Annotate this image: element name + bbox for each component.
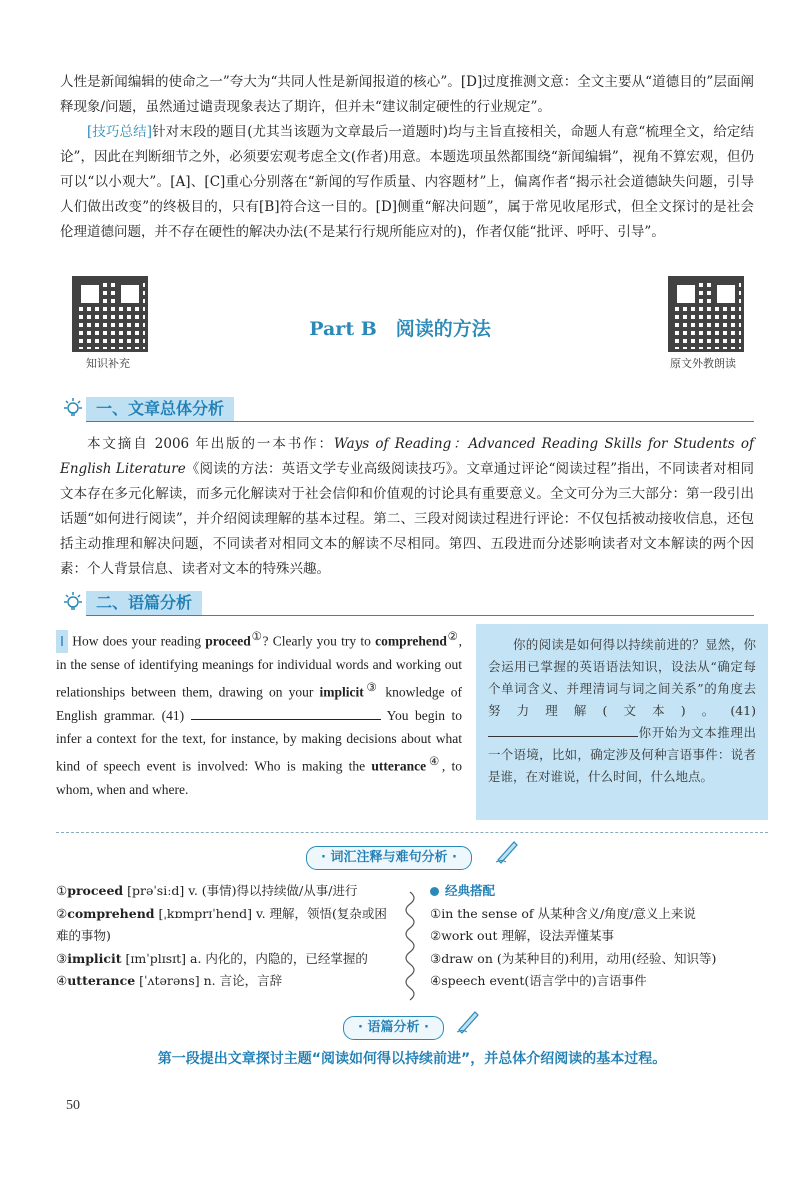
passage-text: knowledge of English grammar. (41) bbox=[56, 684, 462, 723]
intro-text bbox=[60, 70, 754, 245]
section2-title: 二、语篇分析 bbox=[86, 591, 202, 615]
vocab-item: ②comprehend [ˌkɒmprɪˈhend] v. 理解，领悟(复杂或困难的事物) bbox=[56, 905, 387, 943]
phrase-item: ④speech event(语言学中的)言语事件 bbox=[430, 973, 647, 988]
lightbulb-icon bbox=[60, 590, 86, 616]
pen-icon bbox=[494, 838, 520, 864]
spiral-binding-icon bbox=[402, 882, 418, 1012]
bullet-icon bbox=[430, 887, 439, 896]
tip-text: 针对末段的题目(尤其当该题为文章最后一道题时)均与主旨直接相关，命题人有意“梳理全文，给定结论”，因此在判断细节之外，必须要宏观考虑全文(作者)用意。本题选项虽然都围绕“新闻编辑”，视角不算宏观，但仍可以“以小观大”。[A]、[C]重心分别落在“新闻的写作质量、内容题材”上，偏离作者“揭示社会道德缺失问题，引导人们做出改变”的终极目的，只有[B]符合这一目的。[D]侧重“解决问题”，属于常见收尾形式，但全文探讨的是社会伦理道德问题，并不存在硬性的解决办法(不是某行行规所能应对的)，作者仅能“批评、呼吁、引导”。 bbox=[60, 124, 754, 240]
section1-text-a: 本文摘自 2006 年出版的一本书作： bbox=[87, 436, 334, 452]
vocab-item: ③implicit [ɪmˈplɪsɪt] a. 内化的，内隐的，已经掌握的 bbox=[56, 950, 368, 966]
section1-title: 一、文章总体分析 bbox=[86, 397, 234, 421]
phrase-item: ①in the sense of 从某种含义/角度/意义上来说 bbox=[430, 905, 696, 921]
section2-heading bbox=[60, 590, 754, 618]
section1-text bbox=[60, 432, 754, 582]
book-title: Ways of Reading：Advanced Reading Skills for Students of English Literature bbox=[60, 436, 754, 477]
part-title: Part B 阅读的方法 bbox=[309, 318, 491, 340]
phrases-heading: 经典搭配 bbox=[430, 880, 770, 903]
section2-rule bbox=[86, 615, 754, 616]
intro-paragraph-1: 人性是新闻编辑的使命之一”夸大为“共同人性是新闻报道的核心”。[D]过度推测文意：全文主要从“道德目的”层面阐释现象/问题，虽然通过谴责现象表达了期许，但并未“建议制定硬性的行业规定”。 bbox=[60, 74, 754, 115]
footnote-mark: ④ bbox=[426, 755, 442, 768]
phrase-item: ③draw on (为某种目的)利用，动用(经验、知识等) bbox=[430, 950, 717, 966]
passage-text: ? Clearly you try to bbox=[262, 633, 376, 649]
phrase-item: ②work out 理解，设法弄懂某事 bbox=[430, 928, 615, 943]
section1-heading bbox=[60, 396, 754, 424]
section1-text-b: 《阅读的方法：英语文学专业高级阅读技巧》。文章通过评论“阅读过程”指出，不同读者对相同文本存在多元化解读，而多元化解读对于社会信仰和价值观的讨论具有重要意义。全文可分为三大部分：第一段引出话题“如何进行阅读”，并介绍阅读理解的基本过程。第二、三段对阅读过程进行评论：不仅包括被动接收信息，还包括主动推理和解决问题，不同读者对相同文本的解读不尽相同。第四、五段进而分述影响读者对文本解读的两个因素：个人背景信息、读者对文本的特殊兴趣。 bbox=[60, 461, 754, 577]
passage-text: You begin to infer a context for the text, for instance, by making decisions about what kind of speech event is involved: Who is making the bbox=[56, 707, 462, 773]
translation-blank bbox=[488, 724, 638, 737]
passage-text: , to whom, when and where. bbox=[56, 758, 462, 797]
translation-box bbox=[476, 624, 768, 820]
vocab-item: ①proceed [prəˈsiːd] v. (事情)得以持续做/从事/进行 bbox=[56, 883, 358, 898]
footnote-mark: ③ bbox=[363, 681, 380, 694]
vocab-word: proceed bbox=[205, 633, 251, 649]
tip-paragraph bbox=[60, 120, 754, 245]
vocab-list bbox=[56, 880, 391, 993]
qr-caption-left: 知识补充 bbox=[86, 357, 130, 370]
paragraph-number: Ⅰ bbox=[56, 630, 68, 654]
translation-text-b: 你开始为文本推理出一个语境，比如，确定涉及何种言语事件：说者是谁，在对谁说，什么时间，什么地点。 bbox=[488, 725, 756, 784]
vocab-item: ④utterance [ˈʌtərəns] n. 言论，言辞 bbox=[56, 973, 283, 988]
answer-blank-41[interactable] bbox=[191, 705, 381, 720]
divider bbox=[56, 832, 768, 833]
phrases-list bbox=[430, 880, 770, 993]
footnote-mark: ① bbox=[250, 631, 263, 643]
tip-label: [技巧总结] bbox=[87, 124, 152, 140]
vocab-word: implicit bbox=[319, 684, 364, 699]
translation-text-a: 你的阅读是如何得以持续前进的？显然，你会运用已掌握的英语语法知识，设法从“确定每个单词含义、并理清词与词之间关系”的角度去努力理解(文本)。(41) bbox=[488, 637, 756, 718]
vocab-word: comprehend bbox=[375, 633, 447, 649]
english-passage bbox=[56, 626, 462, 801]
qr-caption-right: 原文外教朗读 bbox=[670, 357, 736, 370]
page-number: 50 bbox=[66, 1098, 80, 1113]
passage-text: How does your reading bbox=[67, 633, 206, 649]
lightbulb-icon bbox=[60, 396, 86, 422]
analysis-badge: · 语篇分析 · bbox=[343, 1016, 444, 1040]
vocab-word: utterance bbox=[371, 758, 427, 773]
pen-icon bbox=[455, 1008, 481, 1034]
vocab-badge: · 词汇注释与难句分析 · bbox=[306, 846, 472, 870]
passage-text: , in the sense of identifying meanings for individual words and working out relationships between them, drawing on your bbox=[56, 633, 462, 699]
footnote-mark: ② bbox=[446, 631, 459, 643]
section1-rule bbox=[86, 421, 754, 422]
analysis-summary: 第一段提出文章探讨主题“阅读如何得以持续前进”，并总体介绍阅读的基本过程。 bbox=[157, 1051, 667, 1067]
